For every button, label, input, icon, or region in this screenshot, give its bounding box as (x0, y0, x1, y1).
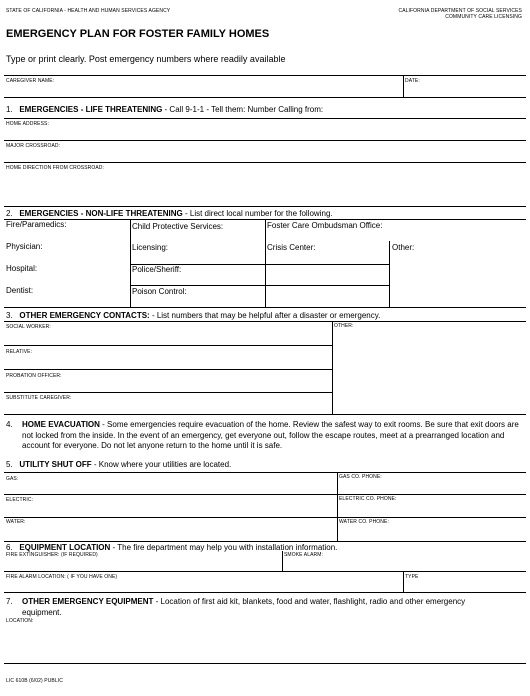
hospital-label: Hospital: (6, 264, 38, 273)
section-7-number: 7. (6, 597, 13, 606)
form-number: LIC 610B (6/02) PUBLIC (6, 678, 63, 684)
location-label: LOCATION: (6, 618, 34, 624)
section-5-heading: 5. UTILITY SHUT OFF - Know where your utilities are located. (6, 460, 232, 469)
section-4-text: HOME EVACUATION - Some emergencies require evacuation of the home. Review the safest way to exit rooms. Be sure that exit doors are not locked from the inside. In the event of an emergency, get everyone out, follow the escape routes, meet at a prearranged location and account for everyone. Do not let anyone return to the home until it is safe. (22, 420, 519, 450)
section-4-number: 4. (6, 420, 13, 429)
home-direction-label: HOME DIRECTION FROM CROSSROAD: (6, 165, 105, 171)
gas-phone-label: GAS CO. PHONE: (339, 474, 382, 480)
agency-left: STATE OF CALIFORNIA - HEALTH AND HUMAN SERVICES AGENCY (6, 8, 171, 14)
other-contact-label: OTHER: (334, 323, 354, 329)
date-label: DATE: (405, 78, 420, 84)
page-subtitle: Type or print clearly. Post emergency numbers where readily available (6, 54, 286, 64)
section-7-text: OTHER EMERGENCY EQUIPMENT - Location of first aid kit, blankets, food and water, flashlight, radio and other emergency equipment. (22, 597, 466, 617)
agency-right-1: CALIFORNIA DEPARTMENT OF SOCIAL SERVICES (398, 8, 522, 14)
home-address-label: HOME ADDRESS: (6, 121, 49, 127)
dentist-label: Dentist: (6, 286, 34, 295)
social-worker-label: SOCIAL WORKER: (6, 324, 51, 330)
crisis-center-label: Crisis Center: (267, 243, 316, 252)
gas-label: GAS: (6, 476, 19, 482)
section-2-heading: 2. EMERGENCIES - NON-LIFE THREATENING - List direct local number for the following. (6, 209, 333, 218)
caregiver-name-label: CAREGIVER NAME: (6, 78, 55, 84)
ombudsman-label: Foster Care Ombudsman Office: (267, 221, 383, 230)
poison-control-label: Poison Control: (132, 287, 187, 296)
water-label: WATER: (6, 519, 26, 525)
major-crossroad-label: MAJOR CROSSROAD: (6, 143, 61, 149)
fire-alarm-location-label: FIRE ALARM LOCATION: ( IF YOU HAVE ONE) (6, 574, 118, 580)
page-title: EMERGENCY PLAN FOR FOSTER FAMILY HOMES (6, 28, 270, 40)
section-1-heading: 1. EMERGENCIES - LIFE THREATENING - Call 9-1-1 - Tell them: Number Calling from: (6, 105, 324, 114)
water-phone-label: WATER CO. PHONE: (339, 519, 389, 525)
relative-label: RELATIVE: (6, 349, 33, 355)
licensing-label: Licensing: (132, 243, 169, 252)
section-6-heading: 6. EQUIPMENT LOCATION - The fire department may help you with installation information. (6, 543, 338, 552)
substitute-caregiver-label: SUBSTITUTE CAREGIVER: (6, 395, 72, 401)
other-label: Other: (392, 243, 415, 252)
electric-phone-label: ELECTRIC CO. PHONE: (339, 496, 397, 502)
section-3-heading: 3. OTHER EMERGENCY CONTACTS: - List numbers that may be helpful after a disaster or emergency. (6, 311, 381, 320)
probation-officer-label: PROBATION OFFICER: (6, 373, 62, 379)
agency-right-2: COMMUNITY CARE LICENSING (445, 14, 522, 20)
smoke-alarm-label: SMOKE ALARM: (284, 552, 323, 558)
cps-label: Child Protective Services: (132, 222, 224, 231)
fire-extinguisher-label: FIRE EXTINGUISHER: (IF REQUIRED) (6, 552, 98, 558)
police-sheriff-label: Police/Sheriff: (132, 265, 182, 274)
electric-label: ELECTRIC: (6, 497, 34, 503)
fire-paramedics-label: Fire/Paramedics: (6, 220, 67, 229)
physician-label: Physician: (6, 242, 43, 251)
type-label: TYPE (405, 574, 419, 580)
